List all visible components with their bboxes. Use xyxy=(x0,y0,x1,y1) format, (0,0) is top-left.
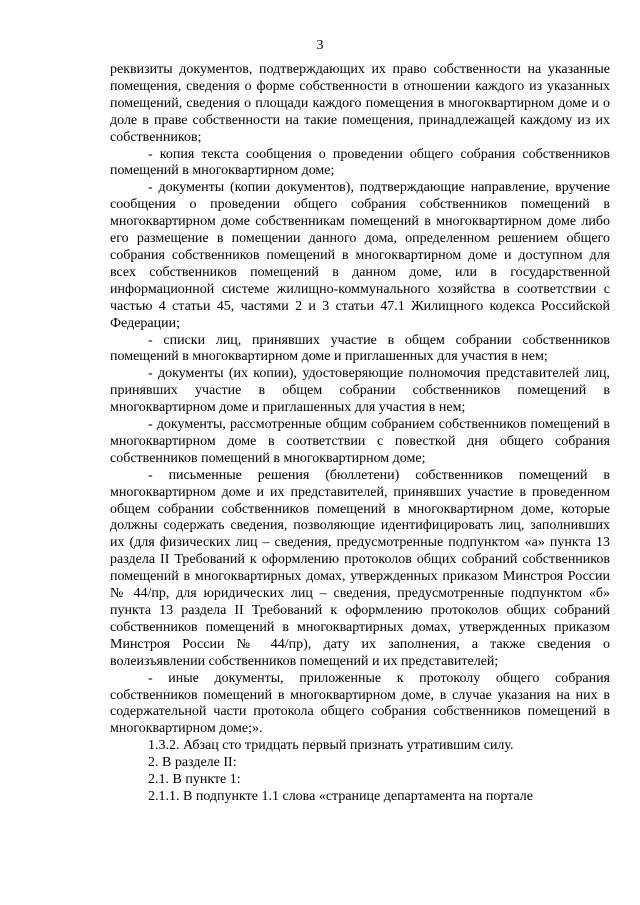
paragraph-section-2: 2. В разделе II: xyxy=(148,755,237,771)
document-body xyxy=(110,62,610,806)
page-number: 3 xyxy=(316,38,324,53)
paragraph-representative-authority: - документы (их копии), удостоверяющие полномочия представителей лиц, принявших участие в общем собрании собственников помещений в многоквартирном доме и приглашенных для участия в нем; xyxy=(110,366,610,416)
paragraph-agenda-documents: - документы, рассмотренные общим собранием собственников помещений в многоквартирном доме в соответствии с повесткой дня общего собрания собственников помещений в многоквартирном доме; xyxy=(110,417,610,466)
paragraph-meeting-notice-copy: - копия текста сообщения о проведении общего собрания собственников помещений в многоквартирном доме; xyxy=(110,146,610,179)
paragraph-notice-delivery-documents: - документы (копии документов), подтверждающие направление, вручение сообщения о проведении общего собрания собственников помещений в многоквартирном доме собственникам помещений в многоквартирном доме либо его размещение в помещении данного дома, определенном решением общего собрания собственников помещений в многоквартирном доме и доступном для всех собственников помещений в данном доме, или в государственной информационной системе жилищно-коммунального хозяйства в соответствии с частью 4 статьи 45, частями 2 и 3 статьи 47.1 Жилищного кодекса Российской Федерации; xyxy=(110,180,610,331)
paragraph-participant-lists: - списки лиц, принявших участие в общем собрании собственников помещений в многоквартирном доме и приглашенных для участия в нем; xyxy=(110,332,610,365)
paragraph-clause-2-1: 2.1. В пункте 1: xyxy=(148,772,241,788)
paragraph-owner-details: реквизиты документов, подтверждающих их право собственности на указанные помещения, сведения о форме собственности в отношении каждого из указанных помещений, сведения о площади каждого помещения в многоквартирном доме и о доле в праве собственности на такие помещения, принадлежащей каждому из их собственников; xyxy=(110,62,610,145)
paragraph-written-decisions: - письменные решения (бюллетени) собственников помещений в многоквартирном доме и их представителей, принявших участие в проведенном общем собрании собственников помещений в многоквартирном доме, которые должны содержать сведения, позволяющие идентифицировать лиц, заполнивших их (для физических лиц – сведения, предусмотренные подпунктом «а» пункта 13 раздела II Требований к оформлению протоколов общих собраний собственников помещений в многоквартирных домах, утвержденных приказом Минстроя России № 44/пр, для юридических лиц – сведения, предусмотренные подпунктом «б» пункта 13 раздела II Требований к оформлению протоколов общих собраний собственников помещений в многоквартирных домах, утвержденных приказом Минстроя России № 44/пр), дату их заполнения, а также сведения о волеизъявлении собственников помещений и их представителей; xyxy=(110,467,610,669)
paragraph-other-documents: - иные документы, приложенные к протоколу общего собрания собственников помещений в многоквартирном доме, в случае указания на них в содержательной части протокола общего собрания собственников помещений в многоквартирном доме;». xyxy=(110,670,610,737)
paragraph-clause-1-3-2: 1.3.2. Абзац сто тридцать первый признать утратившим силу. xyxy=(148,738,514,754)
paragraph-clause-2-1-1: 2.1.1. В подпункте 1.1 слова «странице департамента на портале xyxy=(148,788,533,804)
